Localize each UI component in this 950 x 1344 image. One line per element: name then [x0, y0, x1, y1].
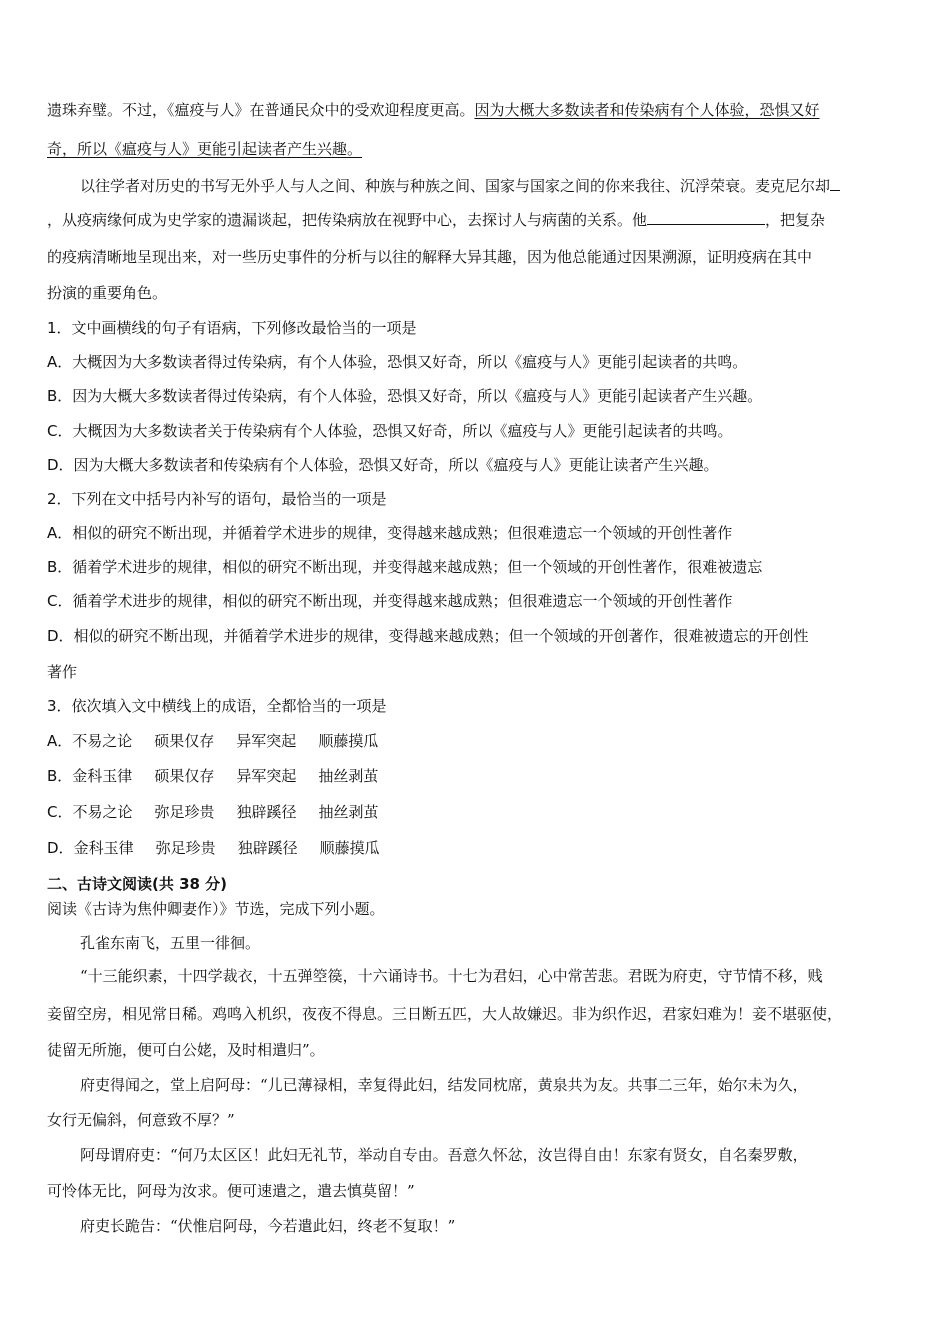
passage-text: ，把复杂 — [765, 211, 826, 229]
idiom: 异军突起 — [236, 767, 297, 785]
passage-text: ，从疫病缘何成为史学家的遗漏谈起，把传染病放在视野中心，去探讨人与病菌的关系。他 — [47, 211, 648, 229]
q2-option-c: C．循着学术进步的规律，相似的研究不断出现，并变得越来越成熟；但很难遗忘一个领域的开创性著作 — [47, 592, 733, 610]
idiom: 抽丝剥茧 — [318, 767, 379, 785]
poem-line: 孔雀东南飞，五里一徘徊。 — [80, 934, 261, 952]
poem-line: “十三能织素，十四学裁衣，十五弹箜篌，十六诵诗书。十七为君妇，心中常苦悲。君既为府吏，守节情不移，贱 — [80, 967, 823, 985]
q2-option-b: B．循着学术进步的规律，相似的研究不断出现，并变得越来越成熟；但一个领域的开创性著作，很难被遗忘 — [47, 558, 763, 576]
passage-line-5: 的疫病清晰地呈现出来，对一些历史事件的分析与以往的解释大异其趣，因为他总能通过因果溯源，证明疫病在其中 — [47, 248, 813, 266]
q1-option-c: C．大概因为大多数读者关于传染病有个人体验，恐惧又好奇，所以《瘟疫与人》更能引起读者的共鸣。 — [47, 422, 733, 440]
poem-line: 府吏得闻之，堂上启阿母：“儿已薄禄相，幸复得此妇，结发同枕席，黄泉共为友。共事二三年，始尔未为久， — [80, 1076, 808, 1094]
poem-line: 阿母谓府吏：“何乃太区区！此妇无礼节，举动自专由。吾意久怀忿，汝岂得自由！东家有贤女，自名秦罗敷， — [80, 1146, 808, 1164]
option-letter: D． — [47, 839, 74, 857]
idiom: 硕果仅存 — [154, 767, 215, 785]
fill-blank-2 — [647, 210, 765, 225]
q1-option-b: B．因为大概大多数读者得过传染病，有个人体验，恐惧又好奇，所以《瘟疫与人》更能引起读者产生兴趣。 — [47, 387, 763, 405]
idiom: 顺藤摸瓜 — [319, 839, 380, 857]
poem-line: 可怜体无比，阿母为汝求。便可速遣之，遣去慎莫留！” — [47, 1182, 415, 1200]
passage-text: 以往学者对历史的书写无外乎人与人之间、种族与种族之间、国家与国家之间的你来我往、沉浮荣衰。麦克尼尔却 — [80, 177, 831, 195]
q3-stem: 3．依次填入文中横线上的成语，全都恰当的一项是 — [47, 697, 387, 715]
passage-line-6: 扮演的重要角色。 — [47, 284, 168, 302]
underlined-sentence: 因为大概大多数读者和传染病有个人体验，恐惧又好 — [474, 101, 820, 119]
section-intro: 阅读《古诗为焦仲卿妻作）》节选，完成下列小题。 — [47, 900, 385, 918]
idiom: 抽丝剥茧 — [318, 803, 379, 821]
passage-line-1 — [47, 100, 820, 120]
poem-line: 女行无偏斜，何意致不厚？” — [47, 1111, 235, 1129]
fill-blank-1 — [830, 176, 840, 191]
idiom: 硕果仅存 — [154, 732, 215, 750]
q2-option-a: A．相似的研究不断出现，并循着学术进步的规律，变得越来越成熟；但很难遗忘一个领域的开创性著作 — [47, 524, 733, 542]
idiom: 异军突起 — [236, 732, 297, 750]
idiom: 弥足珍贵 — [154, 803, 215, 821]
passage-line-2 — [47, 139, 362, 159]
q3-option-b — [47, 766, 378, 786]
idiom: 独辟蹊径 — [236, 803, 297, 821]
q3-option-a — [47, 731, 378, 751]
q3-option-c — [47, 802, 379, 822]
idiom: 独辟蹊径 — [237, 839, 298, 857]
option-letter: B． — [47, 767, 73, 785]
section-heading: 二、古诗文阅读(共 38 分) — [47, 875, 228, 893]
q3-option-d — [47, 838, 380, 858]
idiom: 顺藤摸瓜 — [318, 732, 379, 750]
underlined-sentence-end: 奇，所以《瘟疫与人》更能引起读者产生兴趣。 — [47, 140, 363, 158]
poem-line: 徒留无所施，便可白公姥，及时相遣归”。 — [47, 1041, 325, 1059]
poem-line: 妾留空房，相见常日稀。鸡鸣入机织，夜夜不得息。三日断五匹，大人故嫌迟。非为织作迟，君家妇难为！妾不堪驱使， — [47, 1005, 843, 1023]
passage-line-3 — [80, 176, 840, 196]
idiom: 弥足珍贵 — [155, 839, 216, 857]
q1-stem: 1．文中画横线的句子有语病，下列修改最恰当的一项是 — [47, 319, 417, 337]
passage-text: 遗珠弃璧。不过，《瘟疫与人》在普通民众中的受欢迎程度更高。 — [47, 101, 475, 119]
idiom: 不易之论 — [72, 803, 133, 821]
q2-option-d-cont: 著作 — [47, 663, 78, 681]
passage-line-4 — [47, 210, 825, 230]
idiom: 金科玉律 — [72, 767, 133, 785]
idiom: 金科玉律 — [73, 839, 134, 857]
option-letter: C． — [47, 803, 73, 821]
idiom: 不易之论 — [72, 732, 133, 750]
option-letter: A． — [47, 732, 73, 750]
q1-option-a: A．大概因为大多数读者得过传染病，有个人体验，恐惧又好奇，所以《瘟疫与人》更能引起读者的共鸣。 — [47, 353, 748, 371]
poem-line: 府吏长跪告：“伏惟启阿母，今若遣此妇，终老不复取！” — [80, 1217, 456, 1235]
q2-option-d: D．相似的研究不断出现，并循着学术进步的规律，变得越来越成熟；但一个领域的开创著作，很难被遗忘的开创性 — [47, 627, 809, 645]
q2-stem: 2．下列在文中括号内补写的语句，最恰当的一项是 — [47, 490, 387, 508]
q1-option-d: D．因为大概大多数读者和传染病有个人体验，恐惧又好奇，所以《瘟疫与人》更能让读者产生兴趣。 — [47, 456, 719, 474]
